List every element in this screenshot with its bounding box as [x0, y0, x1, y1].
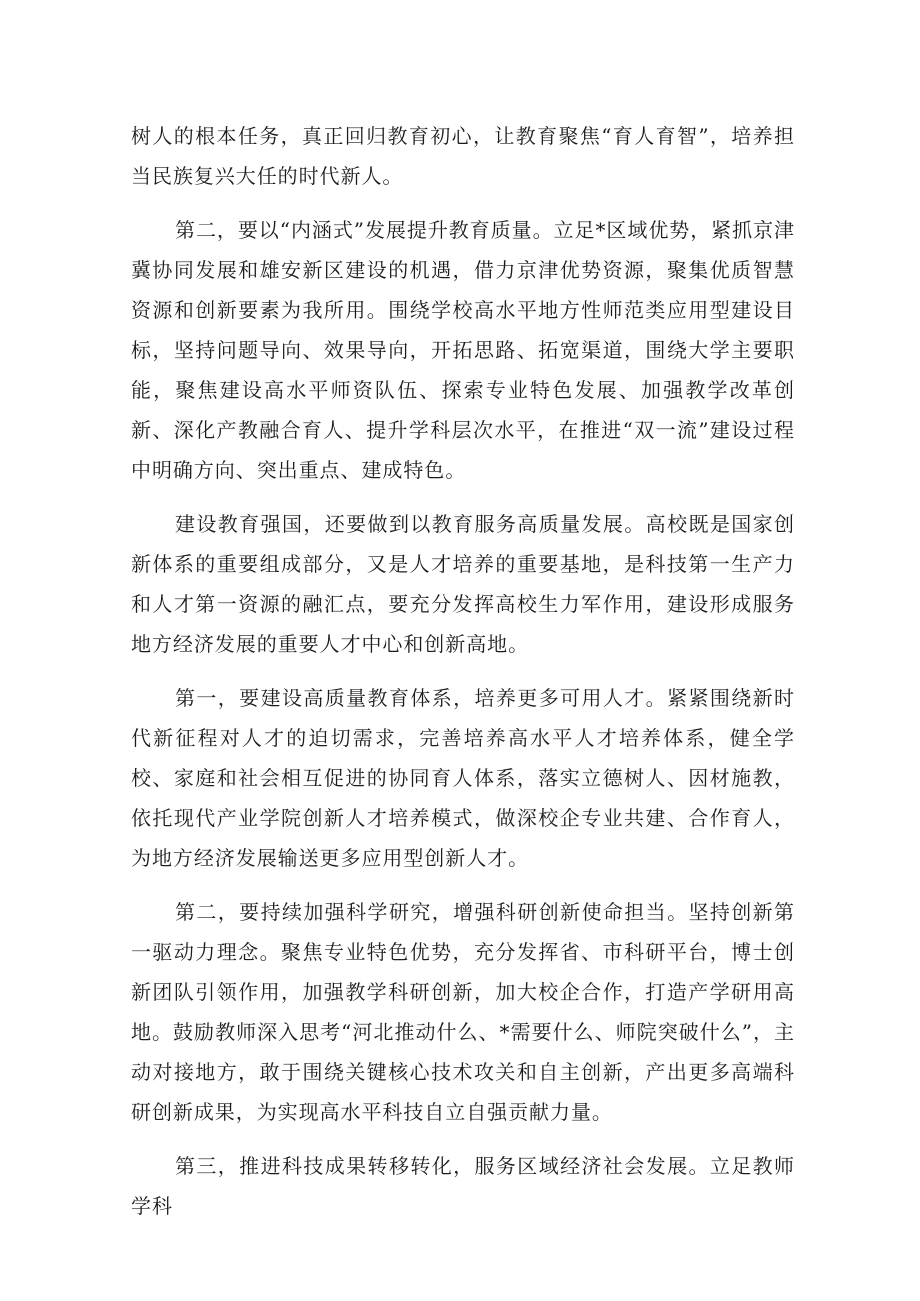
paragraph-2: 第二，要以“内涵式”发展提升教育质量。立足*区域优势，紧抓京津冀协同发展和雄安新区建设的机遇，借力京津优势资源，聚集优质智慧资源和创新要素为我所用。围绕学校高水平地方性师范类应用型建设目标，坚持问题导向、效果导向，开拓思路、拓宽渠道，围绕大学主要职能，聚焦建设高水平师资队伍、探索专业特色发展、加强教学改革创新、深化产教融合育人、提升学科层次水平，在推进“双一流”建设过程中明确方向、突出重点、建成特色。 — [131, 218, 795, 482]
paragraph-4: 第一，要建设高质量教育体系，培养更多可用人才。紧紧围绕新时代新征程对人才的迫切需求，完善培养高水平人才培养体系，健全学校、家庭和社会相互促进的协同育人体系，落实立德树人、因材施教，依托现代产业学院创新人才培养模式，做深校企专业共建、合作育人，为地方经济发展输送更多应用型创新人才。 — [131, 686, 795, 870]
paragraph-6: 第三，推进科技成果转移转化，服务区域经济社会发展。立足教师学科 — [131, 1154, 795, 1218]
paragraph-1: 树人的根本任务，真正回归教育初心，让教育聚焦“育人育智”，培养担当民族复兴大任的时代新人。 — [131, 124, 795, 188]
document-body — [131, 116, 795, 1240]
paragraph-3: 建设教育强国，还要做到以教育服务高质量发展。高校既是国家创新体系的重要组成部分，又是人才培养的重要基地，是科技第一生产力和人才第一资源的融汇点，要充分发挥高校生力军作用，建设形成服务地方经济发展的重要人才中心和创新高地。 — [131, 512, 795, 656]
paragraph-5: 第二，要持续加强科学研究，增强科研创新使命担当。坚持创新第一驱动力理念。聚焦专业特色优势，充分发挥省、市科研平台，博士创新团队引领作用，加强教学科研创新，加大校企合作，打造产学研用高地。鼓励教师深入思考“河北推动什么、*需要什么、师院突破什么”，主动对接地方，敢于围绕关键核心技术攻关和自主创新，产出更多高端科研创新成果，为实现高水平科技自立自强贡献力量。 — [131, 900, 795, 1124]
